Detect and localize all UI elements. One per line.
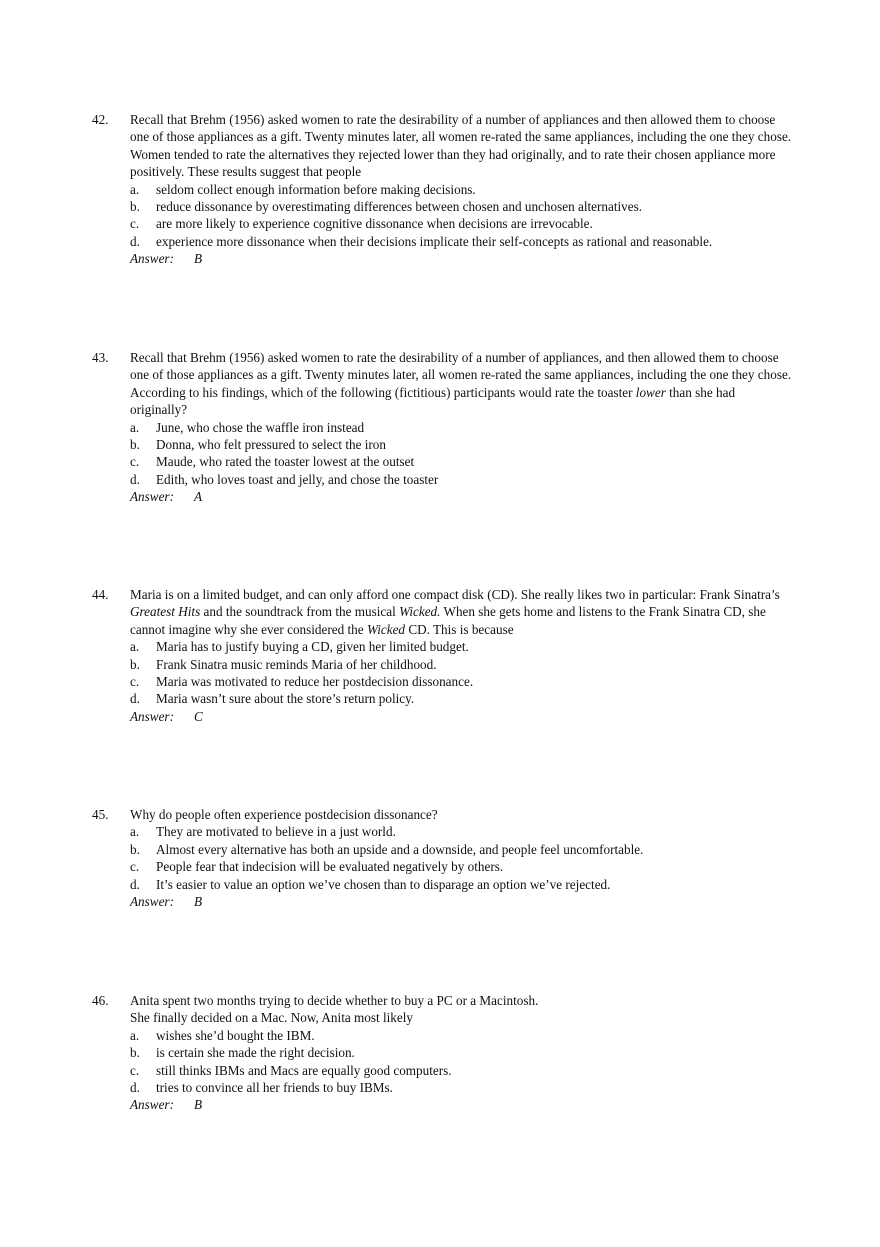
question-body [130, 111, 795, 268]
option-letter: c. [130, 216, 140, 232]
question-stem [130, 349, 795, 419]
option-letter: a. [130, 419, 140, 435]
option-text: is certain she made the right decision. [156, 1045, 355, 1061]
option-c [130, 858, 795, 875]
option-a [130, 823, 795, 840]
option-text: tries to convince all her friends to buy IBMs. [156, 1080, 393, 1096]
answer-options [130, 181, 795, 251]
answer-label: Answer: [130, 1097, 174, 1113]
question-body [130, 992, 795, 1114]
option-d [130, 876, 795, 893]
answer-options [130, 823, 795, 893]
stem-text: than she had originally? [130, 384, 736, 418]
option-letter: d. [130, 1080, 140, 1096]
option-d [130, 1079, 795, 1096]
option-letter: b. [130, 1045, 140, 1061]
option-text: experience more dissonance when their decisions implicate their self-concepts as rational and reasonable. [156, 233, 713, 249]
option-c [130, 673, 795, 690]
question-number: 42. [92, 112, 109, 127]
option-b [130, 198, 795, 215]
answer-label: Answer: [130, 894, 174, 910]
album-title: Greatest Hits [130, 604, 201, 620]
option-a [130, 181, 795, 198]
answer-options [130, 419, 795, 489]
stem-text: When she gets home and listens to the Frank Sinatra CD, she cannot imagine why she ever considered the [130, 604, 766, 637]
question-body [130, 586, 795, 725]
answer-line [130, 250, 795, 267]
question-stem [130, 586, 795, 638]
question-stem: Why do people often experience postdecision dissonance? [130, 807, 438, 822]
option-text: Frank Sinatra music reminds Maria of her childhood. [156, 656, 437, 672]
option-text: wishes she’d bought the IBM. [156, 1027, 315, 1043]
question-number: 46. [92, 993, 109, 1008]
option-letter: d. [130, 233, 140, 249]
question-body [130, 349, 795, 506]
option-letter: a. [130, 824, 140, 840]
option-letter: c. [130, 1062, 140, 1078]
option-b [130, 1044, 795, 1061]
option-letter: d. [130, 471, 140, 487]
option-text: still thinks IBMs and Macs are equally good computers. [156, 1062, 452, 1078]
answer-value: A [194, 489, 203, 505]
option-letter: c. [130, 454, 140, 470]
option-letter: a. [130, 1027, 140, 1043]
option-text: Almost every alternative has both an upside and a downside, and people feel uncomfortable. [156, 841, 644, 857]
answer-line [130, 488, 795, 505]
answer-value: B [194, 894, 203, 910]
option-d [130, 233, 795, 250]
answer-options [130, 638, 795, 708]
stem-text: Maria is on a limited budget, and can only afford one compact disk (CD). She really likes two in particular: Frank Sinatra’s [130, 587, 780, 602]
option-letter: c. [130, 859, 140, 875]
stem-emphasis: lower [635, 384, 666, 400]
option-letter: b. [130, 437, 140, 453]
option-c [130, 1062, 795, 1079]
answer-value: C [194, 708, 203, 724]
option-letter: b. [130, 199, 140, 215]
option-a [130, 419, 795, 436]
answer-label: Answer: [130, 708, 174, 724]
option-b [130, 656, 795, 673]
option-d [130, 690, 795, 707]
option-d [130, 471, 795, 488]
option-letter: a. [130, 639, 140, 655]
option-a [130, 1027, 795, 1044]
question-body [130, 806, 795, 910]
option-b [130, 436, 795, 453]
stem-text: and the soundtrack from the musical [200, 604, 400, 620]
option-text: Maria wasn’t sure about the store’s return policy. [156, 691, 415, 707]
answer-line [130, 1096, 795, 1113]
answer-label: Answer: [130, 251, 174, 267]
question-stem-line: She finally decided on a Mac. Now, Anita most likely [130, 1010, 413, 1026]
question-stem-line: Anita spent two months trying to decide whether to buy a PC or a Macintosh. [130, 993, 539, 1008]
option-text: People fear that indecision will be evaluated negatively by others. [156, 859, 504, 875]
stem-text: CD. This is because [405, 621, 514, 637]
question-number: 43. [92, 350, 109, 365]
answer-options [130, 1027, 795, 1097]
musical-title: Wicked. [399, 604, 441, 620]
option-text: Maria has to justify buying a CD, given her limited budget. [156, 639, 469, 655]
stem-text: Recall that Brehm (1956) asked women to rate the desirability of a number of appliances, and then allowed them to choose one of those appliances as a gift. Twenty minutes later, all women re-rated the same appliances, including the one they chose. According to his findings, which of the following (fictitious) participants would rate the toaster [130, 350, 792, 400]
question-number: 44. [92, 587, 109, 602]
option-text: It’s easier to value an option we’ve chosen than to disparage an option we’ve rejected. [156, 876, 611, 892]
answer-value: B [194, 1097, 203, 1113]
answer-value: B [194, 251, 203, 267]
question-number: 45. [92, 807, 109, 822]
option-text: Maude, who rated the toaster lowest at the outset [156, 454, 415, 470]
option-letter: a. [130, 181, 140, 197]
option-text: Edith, who loves toast and jelly, and chose the toaster [156, 471, 439, 487]
option-c [130, 453, 795, 470]
answer-line [130, 708, 795, 725]
musical-title: Wicked [366, 621, 406, 637]
option-text: June, who chose the waffle iron instead [156, 419, 365, 435]
option-text: Donna, who felt pressured to select the iron [156, 437, 386, 453]
option-letter: d. [130, 876, 140, 892]
option-text: They are motivated to believe in a just world. [156, 824, 396, 840]
option-letter: b. [130, 656, 140, 672]
answer-label: Answer: [130, 489, 174, 505]
option-letter: b. [130, 841, 140, 857]
option-letter: d. [130, 691, 140, 707]
answer-line [130, 893, 795, 910]
question-stem: Recall that Brehm (1956) asked women to rate the desirability of a number of appliances and then allowed them to choose one of those appliances as a gift. Twenty minutes later, all women re-rated the same appliances, including the one they chose. Women tended to rate the alternatives they rejected lower than they had originally, and to rate their chosen appliance more positively. These results suggest that people [130, 112, 792, 180]
option-letter: c. [130, 674, 140, 690]
option-c [130, 215, 795, 232]
option-a [130, 638, 795, 655]
option-text: Maria was motivated to reduce her postdecision dissonance. [156, 674, 474, 690]
option-text: reduce dissonance by overestimating differences between chosen and unchosen alternatives. [156, 199, 643, 215]
option-text: are more likely to experience cognitive dissonance when decisions are irrevocable. [156, 216, 593, 232]
option-text: seldom collect enough information before making decisions. [156, 181, 476, 197]
option-b [130, 841, 795, 858]
